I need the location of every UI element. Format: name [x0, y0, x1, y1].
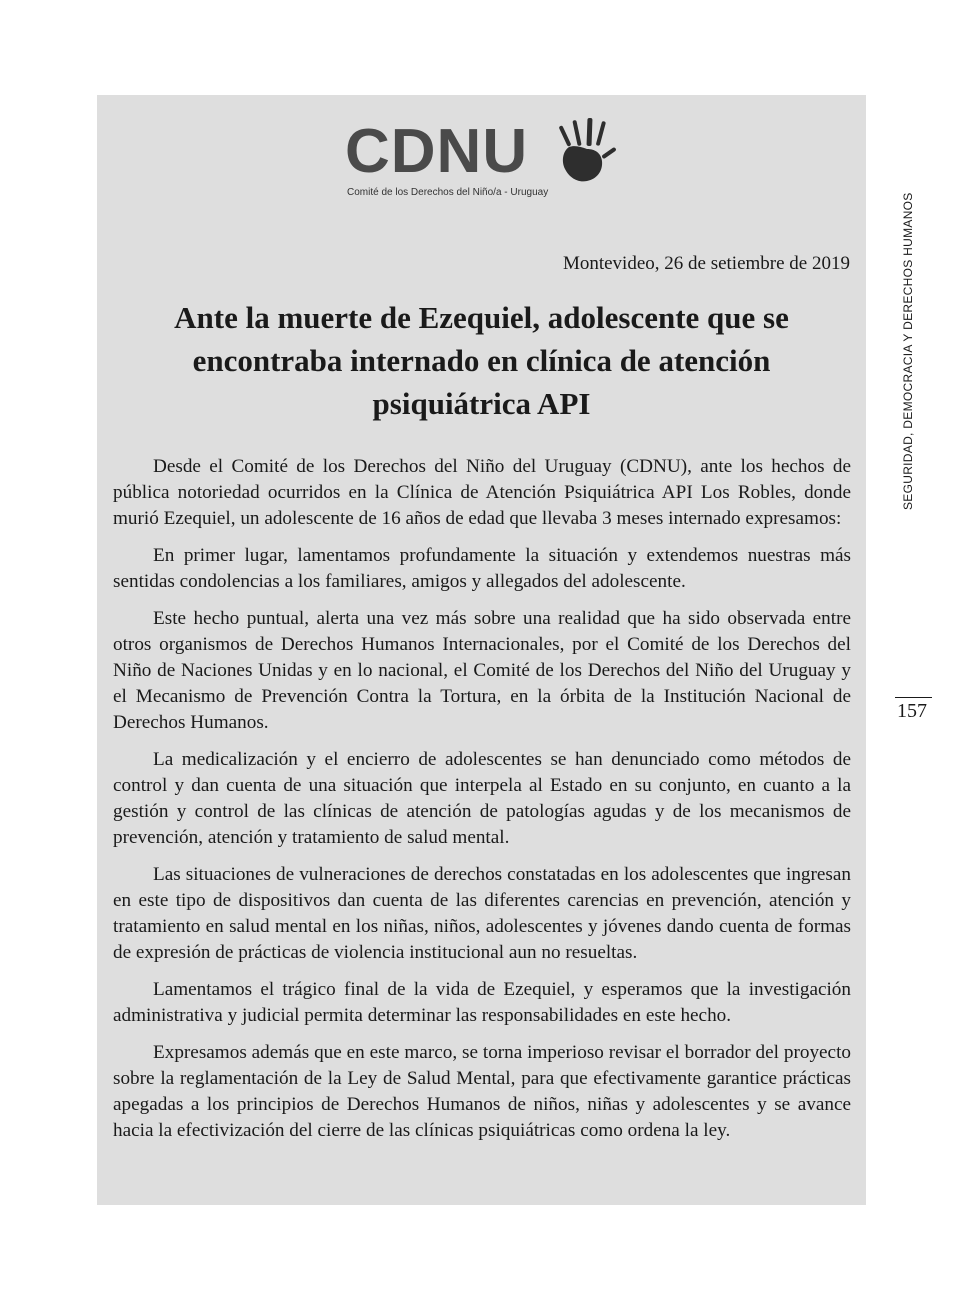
paragraph: Expresamos además que en este marco, se torna imperioso revisar el borrador del proyecto sobre la reglamentación de la Ley de Salud Mental, para que efectivamente garantice prácticas apegadas a los principios de Derechos Humanos de niños, niñas y adolescentes y se avance hacia la efectivización del cierre de las clínicas psiquiátricas como ordena la ley.: [113, 1042, 851, 1141]
running-section-label: SEGURIDAD, DEMOCRACIA Y DERECHOS HUMANOS: [901, 192, 915, 510]
statement-title: Ante la muerte de Ezequiel, adolescente que se encontraba internado en clínica de atención psiquiátrica API: [174, 300, 789, 421]
cdnu-logo: [345, 117, 625, 207]
logo-subtitle: Comité de los Derechos del Niño/a - Uruguay: [347, 187, 549, 198]
paragraph: Las situaciones de vulneraciones de derechos constatadas en los adolescentes que ingresan en este tipo de dispositivos dan cuenta de las diferentes carencias en prevención, atención y tratamiento en salud mental en los niñas, niños, adolescentes y jóvenes dando cuenta de formas de expresión de prácticas de violencia institucional aun no resueltas.: [113, 864, 851, 963]
date-line: Montevideo, 26 de setiembre de 2019: [562, 253, 850, 274]
paragraph: La medicalización y el encierro de adolescentes se han denunciado como métodos de control y dan cuenta de una situación que interpela al Estado en su conjunto, en cuanto a la gestión y control de las clínicas de atención de patologías agudas y de los mecanismos de prevención, atención y tratamiento de salud mental.: [113, 749, 851, 848]
paragraph: En primer lugar, lamentamos profundamente la situación y extendemos nuestras más sentidas condolencias a los familiares, amigos y allegados del adolescente.: [113, 545, 851, 592]
statement-body: [113, 454, 851, 1155]
page-number-rule: [895, 697, 932, 698]
page-number: 157: [897, 700, 927, 722]
paragraph: Lamentamos el trágico final de la vida de Ezequiel, y esperamos que la investigación administrativa y judicial permita determinar las responsabilidades en este hecho.: [113, 979, 851, 1026]
hand-print-icon: [555, 117, 625, 192]
paragraph: Desde el Comité de los Derechos del Niño del Uruguay (CDNU), ante los hechos de pública notoriedad ocurridos en la Clínica de Atención Psiquiátrica API Los Robles, donde murió Ezequiel, un adolescente de 16 años de edad que llevaba 3 meses internado expresamos:: [113, 456, 851, 529]
logo-wordmark: CDNU: [345, 117, 529, 186]
paragraph: Este hecho puntual, alerta una vez más sobre una realidad que ha sido observada entre otros organismos de Derechos Humanos Internacionales, por el Comité de los Derechos del Niño de Naciones Unidas y en lo nacional, el Comité de los Derechos del Niño del Uruguay y el Mecanismo de Prevención Contra la Tortura, en la órbita de la Institución Nacional de Derechos Humanos.: [113, 608, 851, 733]
